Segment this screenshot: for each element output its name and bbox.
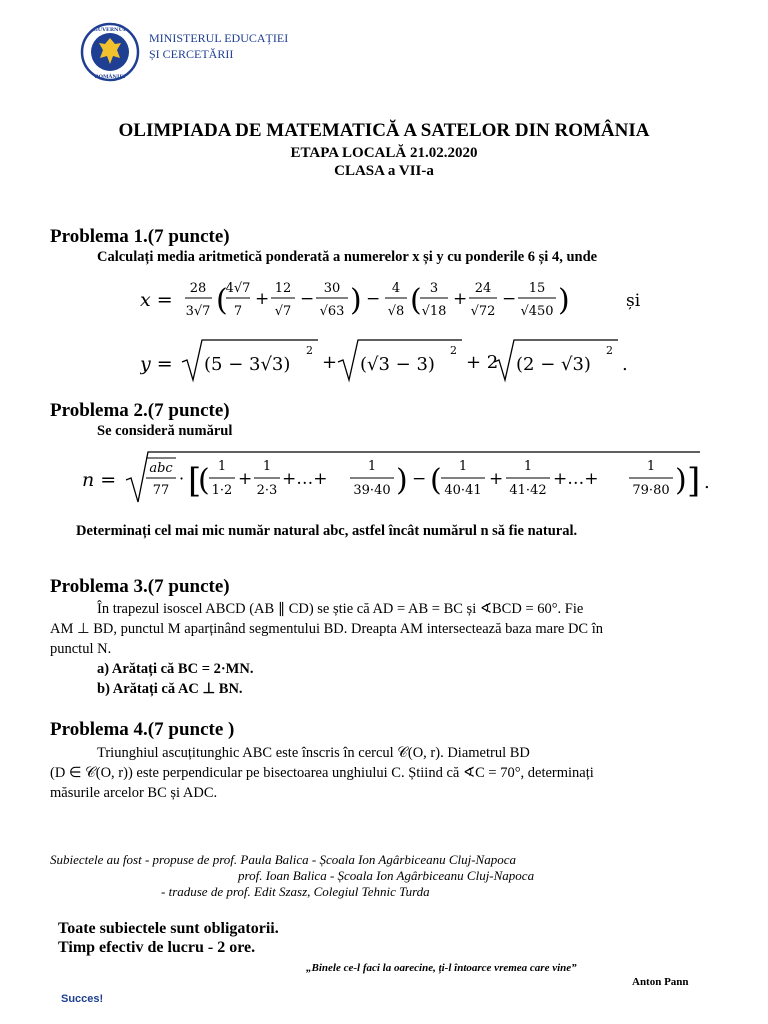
svg-text:30: 30 — [323, 281, 341, 296]
ministry-line2: ȘI CERCETĂRII — [149, 47, 234, 61]
svg-text:−: − — [412, 469, 427, 489]
svg-text:√18: √18 — [421, 304, 447, 319]
svg-text:1: 1 — [523, 459, 533, 474]
svg-text:1·2: 1·2 — [211, 483, 233, 498]
problem-2-question — [76, 521, 577, 541]
svg-text:1: 1 — [458, 459, 468, 474]
authors-line1: Subiectele au fost - propuse de prof. Paula Balica - Școala Ion Agârbiceanu Cluj-Napoca — [50, 852, 517, 867]
svg-text:7: 7 — [233, 304, 243, 319]
problem-3-body — [50, 599, 740, 699]
svg-text:.: . — [704, 472, 710, 493]
svg-text:−: − — [366, 289, 381, 309]
svg-text:1: 1 — [217, 459, 227, 474]
svg-text:79·80: 79·80 — [632, 483, 670, 498]
svg-text:): ) — [396, 463, 408, 498]
svg-text:√72: √72 — [470, 304, 496, 319]
svg-text:1: 1 — [367, 459, 377, 474]
svg-text:40·41: 40·41 — [444, 483, 482, 498]
svg-text:(: ( — [198, 463, 210, 498]
svg-text:+: + — [255, 289, 270, 309]
svg-text:.: . — [622, 354, 628, 375]
svg-text:+: + — [453, 289, 468, 309]
closing-text: Succes! — [61, 993, 104, 1005]
authors-line2: prof. Ioan Balica - Școala Ion Agârbiceanu Cluj-Napoca — [238, 868, 535, 883]
svg-text:(: ( — [430, 463, 442, 498]
svg-text:(5 − 3√3): (5 − 3√3) — [204, 354, 291, 375]
svg-text:]: ] — [687, 461, 701, 501]
svg-text:GUVERNUL: GUVERNUL — [93, 27, 127, 33]
quote: „Binele ce-l faci la oarecine, ți-l întoarce vremea care vine” — [306, 962, 577, 974]
grade-line: CLASA a VII-a — [334, 163, 434, 179]
svg-text:[: [ — [188, 461, 202, 501]
problem-3-line2: AM ⊥ BD, punctul M aparținând segmentului BD. Dreapta AM intersectează baza mare DC în — [50, 621, 604, 637]
svg-text:(: ( — [410, 283, 422, 318]
formula-x — [140, 272, 660, 333]
ministry-line1: MINISTERUL EDUCAȚIEI — [149, 31, 289, 45]
ministry-name — [149, 30, 288, 62]
problem-3-part-a: a) Arătați că BC = 2·MN. — [97, 661, 254, 677]
svg-text:41·42: 41·42 — [509, 483, 547, 498]
problem-4-body — [50, 743, 740, 803]
problem-1-text: Calculați media aritmetică ponderată a numerelor x și y cu ponderile 6 și 4, unde — [97, 249, 598, 265]
stage-line: ETAPA LOCALĂ 21.02.2020 — [290, 145, 478, 161]
svg-text:3√7: 3√7 — [185, 304, 211, 319]
svg-text:+…+: +…+ — [282, 469, 328, 489]
svg-text:12: 12 — [274, 281, 292, 296]
svg-text:): ) — [675, 463, 687, 498]
formula-x-lhs: x = — [140, 289, 173, 311]
svg-text:√63: √63 — [319, 304, 345, 319]
problem-4-line3: măsurile arcelor BC și ADC. — [50, 785, 218, 801]
government-seal-logo — [80, 22, 140, 82]
authors-line3: - traduse de prof. Edit Szasz, Colegiul Tehnic Turda — [161, 884, 430, 899]
rules-line1: Toate subiectele sunt obligatorii. — [58, 920, 279, 937]
svg-text:2: 2 — [606, 344, 613, 357]
svg-text:4√7: 4√7 — [225, 281, 251, 296]
svg-text:(: ( — [216, 283, 228, 318]
svg-text:28: 28 — [189, 281, 207, 296]
svg-text:+: + — [322, 352, 338, 373]
svg-text:·: · — [179, 469, 185, 488]
formula-n — [82, 448, 722, 511]
svg-text:+ 2: + 2 — [466, 352, 499, 373]
formula-n-lhs: n = — [82, 469, 117, 491]
problem-3-title: Problema 3.(7 puncte) — [50, 576, 230, 597]
svg-text:−: − — [502, 289, 517, 309]
formula-y — [140, 334, 640, 389]
page-title: OLIMPIADA DE MATEMATICĂ A SATELOR DIN ROMÂNIA — [118, 120, 650, 141]
problem-3-part-b: b) Arătați că AC ⊥ BN. — [97, 681, 243, 697]
quote-author: Anton Pann — [632, 976, 689, 988]
svg-text:24: 24 — [474, 281, 492, 296]
svg-text:ROMÂNIEI: ROMÂNIEI — [94, 74, 126, 80]
svg-text:39·40: 39·40 — [353, 483, 391, 498]
problem-1-title: Problema 1.(7 puncte) — [50, 226, 230, 247]
svg-text:2·3: 2·3 — [256, 483, 278, 498]
problem-4-line1: Triunghiul ascuțitunghic ABC este înscris în cercul 𝒞(O, r). Diametrul BD — [97, 745, 530, 761]
svg-text:77: 77 — [152, 483, 170, 498]
svg-text:abc: abc — [149, 461, 173, 476]
svg-text:+: + — [489, 469, 504, 489]
svg-text:2: 2 — [306, 344, 313, 357]
svg-text:+…+: +…+ — [553, 469, 599, 489]
svg-text:4: 4 — [391, 281, 401, 296]
svg-text:+: + — [238, 469, 253, 489]
rules-line2: Timp efectiv de lucru - 2 ore. — [58, 939, 256, 956]
problem-4-title: Problema 4.(7 puncte ) — [50, 719, 235, 740]
svg-text:1: 1 — [262, 459, 272, 474]
svg-text:(2 − √3): (2 − √3) — [516, 354, 591, 375]
svg-text:2: 2 — [450, 344, 457, 357]
svg-text:√450: √450 — [520, 304, 554, 319]
svg-text:(√3 − 3): (√3 − 3) — [360, 354, 435, 375]
svg-text:√7: √7 — [274, 304, 292, 319]
svg-text:√8: √8 — [387, 304, 405, 319]
svg-text:): ) — [558, 283, 570, 318]
formula-x-si: și — [626, 291, 641, 311]
problem-3-line3: punctul N. — [50, 641, 112, 657]
svg-text:): ) — [350, 283, 362, 318]
svg-text:15: 15 — [528, 281, 546, 296]
svg-text:−: − — [300, 289, 315, 309]
problem-3-line1: În trapezul isoscel ABCD (AB ∥ CD) se știe că AD = AB = BC și ∢BCD = 60°. Fie — [97, 601, 584, 617]
svg-text:3: 3 — [429, 281, 439, 296]
formula-y-lhs: y = — [140, 353, 173, 375]
svg-text:1: 1 — [646, 459, 656, 474]
problem-4-line2: (D ∈ 𝒞(O, r)) este perpendicular pe bisectoarea unghiului C. Știind că ∢C = 70°, determinați — [50, 765, 594, 781]
problem-2-intro: Se consideră numărul — [97, 423, 233, 439]
problem-2-question-text: Determinați cel mai mic număr natural abc, astfel încât numărul n să fie natural. — [76, 523, 578, 539]
problem-2-title: Problema 2.(7 puncte) — [50, 400, 230, 421]
